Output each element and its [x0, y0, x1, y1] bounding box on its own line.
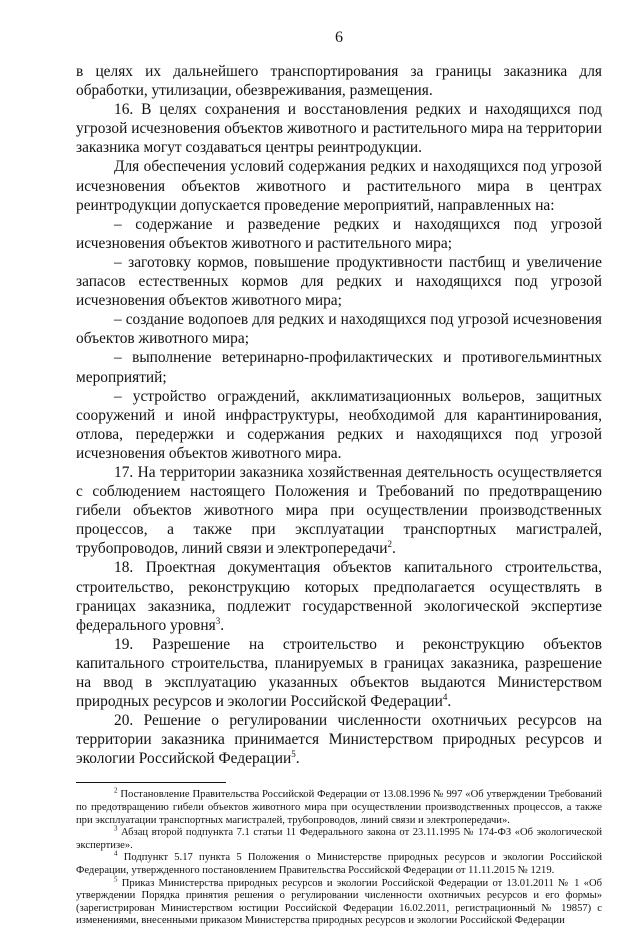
footnote-text: Приказ Министерства природных ресурсов и экологии Российской Федерации от 13.01.2011 № 1 «Об утверждении Порядка принятия решения о регулировании численности охотничьих ресурсов и его формы» (зарегистрирован Министерством юстиции Российской Федерации 16.02.2011, регистрационный № 19857) с изменениями, внесенными приказом Министерства природных ресурсов и экологии Российской Федерации: [76, 877, 602, 927]
footnote-divider: [76, 782, 226, 783]
paragraph-text: – содержание и разведение редких и находящихся под угрозой исчезновения объектов животного и растительного мира;: [76, 215, 602, 252]
paragraph: [76, 558, 602, 634]
paragraph: [76, 387, 602, 463]
paragraph-text: – создание водопоев для редких и находящихся под угрозой исчезновения объектов животного мира;: [76, 311, 602, 348]
paragraph: [76, 348, 602, 386]
paragraph: [76, 635, 602, 711]
footnote-number: 4: [114, 849, 118, 858]
footnote-text: Постановление Правительства Российской Федерации от 13.08.1996 № 997 «Об утверждении Требований по предотвращению гибели объектов животного мира при осуществлении производственных процессов, а также при эксплуатации транспортных магистралей, трубопроводов, линий связи и электропередачи».: [76, 789, 602, 826]
paragraph-text: 19. Разрешение на строительство и реконструкцию объектов капитального строительства, планируемых в границах заказника, разрешение на ввод в эксплуатацию указанных объектов выдаются Министерством природных ресурсов и экологии Российской Федерации: [76, 635, 602, 711]
paragraph-text: – выполнение ветеринарно-профилактических и противогельминтных мероприятий;: [76, 349, 602, 386]
footnote-ref: 3: [215, 615, 221, 626]
paragraph-end: .: [295, 750, 300, 768]
paragraph-text: 18. Проектная документация объектов капитального строительства, строительство, реконструкцию которых предполагается осуществлять в границах заказника, подлежит государственной экологической экспертизе федерального уровня: [76, 559, 602, 634]
footnote-number: 5: [114, 875, 118, 884]
footnote: [76, 849, 602, 877]
paragraph: [76, 310, 602, 348]
paragraph: [76, 253, 602, 310]
paragraph: [76, 215, 602, 253]
footnote-ref: 2: [387, 539, 392, 550]
footnote-text: Подпункт 5.17 пункта 5 Положения о Министерстве природных ресурсов и экологии Российской Федерации, утвержденного постановлением Правительства Российской Федерации от 11.11.2015 № 1219.: [76, 852, 602, 877]
footnote-ref: 4: [442, 691, 448, 702]
page-number: 6: [335, 29, 343, 46]
paragraph-text: – заготовку кормов, повышение продуктивности пастбищ и увеличение запасов естественных кормов для редких и находящихся под угрозой исчезновения объектов животного мира;: [76, 253, 602, 310]
footnote: [76, 786, 602, 827]
paragraph-text: 16. В целях сохранения и восстановления редких и находящихся под угрозой исчезновения объектов животного и растительного мира на территории заказника могут создаваться центры реинтродукции.: [76, 101, 602, 157]
footnotes: [76, 786, 602, 928]
paragraph-text: в целях их дальнейшего транспортирования за границы заказника для обработки, утилизации, обезвреживания, размещения.: [76, 63, 602, 100]
footnote-text: Абзац второй подпункта 7.1 статьи 11 Федерального закона от 23.11.1995 № 174-ФЗ «Об экологической экспертизе».: [76, 827, 602, 851]
footnote-number: 3: [114, 824, 118, 833]
paragraph-text: 17. На территории заказника хозяйственная деятельность осуществляется с соблюдением настоящего Положения и Требований по предотвращению гибели объектов животного мира при осуществлении производственных процессов, а также при эксплуатации транспортных магистралей, трубопроводов, линий связи и электропередачи: [76, 463, 602, 558]
footnote-number: 2: [114, 786, 118, 795]
footnote-ref: 5: [291, 749, 296, 760]
paragraph: [76, 463, 602, 558]
paragraph-end: .: [391, 540, 396, 558]
paragraph: [76, 711, 602, 768]
footnote: [76, 824, 602, 852]
paragraph: [76, 62, 602, 100]
paragraph-end: .: [220, 616, 225, 634]
paragraph: [76, 157, 602, 214]
body-text: [76, 62, 602, 768]
paragraph-end: .: [447, 693, 452, 711]
footnote: [76, 875, 602, 928]
paragraph-text: – устройство ограждений, акклиматизационных вольеров, защитных сооружений и иной инфраструктуры, необходимой для карантинирования, отлова, передержки и содержания редких и находящихся под угрозой исчезновения объектов животного мира.: [76, 387, 602, 462]
paragraph-text: 20. Решение о регулировании численности охотничьих ресурсов на территории заказника принимается Министерством природных ресурсов и экологии Российской Федерации: [76, 712, 602, 768]
paragraph: [76, 100, 602, 157]
paragraph-text: Для обеспечения условий содержания редких и находящихся под угрозой исчезновения объектов животного и растительного мира в центрах реинтродукции допускается проведение мероприятий, направленных на:: [76, 158, 602, 214]
